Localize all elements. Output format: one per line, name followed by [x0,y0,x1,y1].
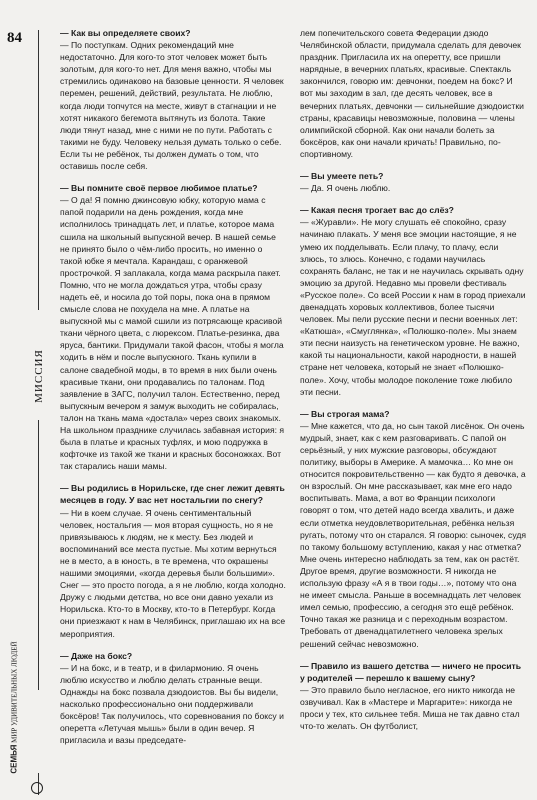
question: — Вы родились в Норильске, где снег лежит девять месяцев в году. У вас нет ностальгии по снегу? [60,483,285,506]
answer: — Да. Я очень люблю. [300,183,391,194]
answer: — Ни в коем случае. Я очень сентиментальный человек, ностальгия — моя вторая сущность, но я не привязываюсь к людям, не к месту. Без людей и воспоминаний все места пустые. Мы хотим вернуться не в место, а в юность, в те времена, что окрашены нашими эмоциями, «когда деревья были большими». Снег — это просто погода, а я не люблю, когда холодно. Дружу с людьми детства, но все они давно уехали из Норильска. Кто-то в Москву, кто-то в Петербург. Когда они приезжают к нам в Челябинск, приглашаю их на все мероприятия. [60,507,286,639]
brand-logo: СЕМЬЯ [9,744,19,774]
question: — Как вы определяете своих? [60,28,191,38]
right-column [300,27,526,732]
answer: — Мне кажется, что да, но сын такой лисёнок. Он очень мудрый, знает, как с кем разговаривать. С папой он серьёзный, у них мужские разговоры, обсуждают политику, выборы в Америке. А мамочка… Ко мне он относится покровительственно — как будто я девочка, а он взрослый. Он мне рассказывает, как мне его надо воспитывать. Мама, а вот во Франции психологи говорят о том, что детей надо всегда хвалить, и даже если отметка неудовлетворительная, ребёнка нельзя ругать, потому что он старался. Я говорю: сыночек, судя по такому большому вступлению, какая у нас отметка? Мне очень интересно наблюдать за тем, как он растёт. Другое время, другие возможности. Я никогда не использую фразу «А я в твои годы…», потому что она не имеет смысла. Раньше в восемнадцать лет человек имел семью, профессию, а сегодня это ещё ребёнок. Точно такая же разница и с переходным возрастом. Требовать от двенадцатилетнего человека зрелых решений сейчас невозможно. [300,420,527,649]
circle-ornament-icon [31,782,43,794]
brand-footer [10,626,19,790]
question: — Вы строгая мама? [300,408,390,419]
answer: — О да! Я помню джинсовую юбку, которую мама с папой подарили на день рождения, когда мне исполнилось тринадцать лет, и платье, которое мама сшила на школьный выпускной вечер. В нашей семье не принято было о чём-либо просить, но именно о такой юбке я мечтала. Карандаш, с оранжевой прострочкой. Я заплакала, когда мама раскрыла пакет. Помню, что не могла дождаться утра, чтобы сразу надеть её, и носила до той поры, пока она в прямом смысле слова не похудела на мне. А платье на выпускной мы с мамой сшили из потрясающе красивой ткани чёрного цвета, с люрексом. Платье-резинка, два яруса, бантики. Придумали такой фасон, чтобы я могла ходить в нём и после выпускного. Ткань купили в салоне свадебной моды, в то время в них были очень красивые ткани, они продавались по талонам. Под заявление в ЗАГС, получил талон. Естественно, перед выпускным вечером я замуж выходить не собиралась, талон на ткань мама «достала» через своих знакомых. На школьном празднике случилась забавная история: я была в платье и красных туфлях, и мою подружка в кофточке из такой же ткани и красных босоножках. Вот так старались наши мамы. [60,195,285,472]
vertical-rule-middle [38,420,39,690]
vertical-rule-top [38,30,39,310]
question: — Даже на бокс? [60,650,133,661]
answer: — По поступкам. Одних рекомендаций мне недостаточно. Для кого-то этот человек может быть золотым, для кого-то нет. Для меня важно, чтобы мы стремились одинаково на базовые ценности. Я человек перемен, решений, действий, результата. Не люблю, когда люди топчутся на месте, живут в стагнации и не хотят никакого бегемота вытянуть из болота. Такие люди тянут назад, мне с ними не по пути. Работать с такими не буду. Человеку нельзя думать только о себе. Если ты не ребёнок, ты должен думать о том, что оставишь после себя. [60,40,284,172]
question: — Вы умеете петь? [300,171,384,182]
section-label: МИССИЯ [33,349,45,403]
answer: — И на бокс, и в театр, и в филармонию. Я очень люблю искусство и люблю делать странные вещи. Однажды на бокс позвала дзюдоистов. Вы бы видели, насколько профессионально они поддерживали боксёров! Так получилось, что соревнования по боксу и оперетта «Летучая мышь» были в один вечер. Я пригласила и вазы председате- [60,662,284,746]
brand-tagline: МИР УДИВИТЕЛЬНЫХ ЛЮДЕЙ [10,641,19,743]
answer: — «Журавли». Не могу слушать её спокойно, сразу начинаю плакать. У меня все эмоции настоящие, я не умею их подделывать. Если плачу, то плачу, если злюсь, то злюсь. Конечно, с годами научилась сохранять баланс, не так и не научилась скрывать одну эмоцию за другой. Недавно мы провели фестиваль «Русское поле». Со всей России к нам в город приехали двенадцать хоровых коллективов, более тысячи человек. Мы пели русские песни и песни военных лет: «Катюша», «Смуглянка», «Полюшко-поле». Мы знаем эти песни наизусть на генетическом уровне. Не важно, какой ты национальности, какой народности, в нашей стране нет человека, который не знает «Полюшко-поле». Хочу, чтобы молодое поколение тоже любило эти песни. [300,217,526,397]
answer: — Это правило было негласное, его никто никогда не озвучивал. Как в «Мастере и Маргарите»: никогда не проси у тех, кто сильнее тебя. Миша не так давно стал что-то желать. Он футболист, [300,684,520,732]
answer-continued: лем попечительского совета Федерации дзюдо Челябинской области, придумала сделать для девочек праздник. Пригласила их на оперетту, все пришли нарядные, в вечерних платьях, красивые. Спектакль закончился, говорю им: девчонки, поедем на бокс? И вот мы заходим в зал, где десять человек, все в вечерних платьях, девчонки — сильнейшие дзюдоистки страны, красавицы невозможные, половина — члены олимпийской сборной. Как они начали болеть за боксёров, как они начали кричать! Правильно, по-спортивному. [300,28,524,159]
question: — Правило из вашего детства — ничего не просить у родителей — перешло к вашему сыну? [300,660,522,683]
question: — Вы помните своё первое любимое платье? [60,183,258,194]
page-number: 84 [7,30,22,46]
left-column [60,27,286,746]
question: — Какая песня трогает вас до слёз? [300,205,454,216]
